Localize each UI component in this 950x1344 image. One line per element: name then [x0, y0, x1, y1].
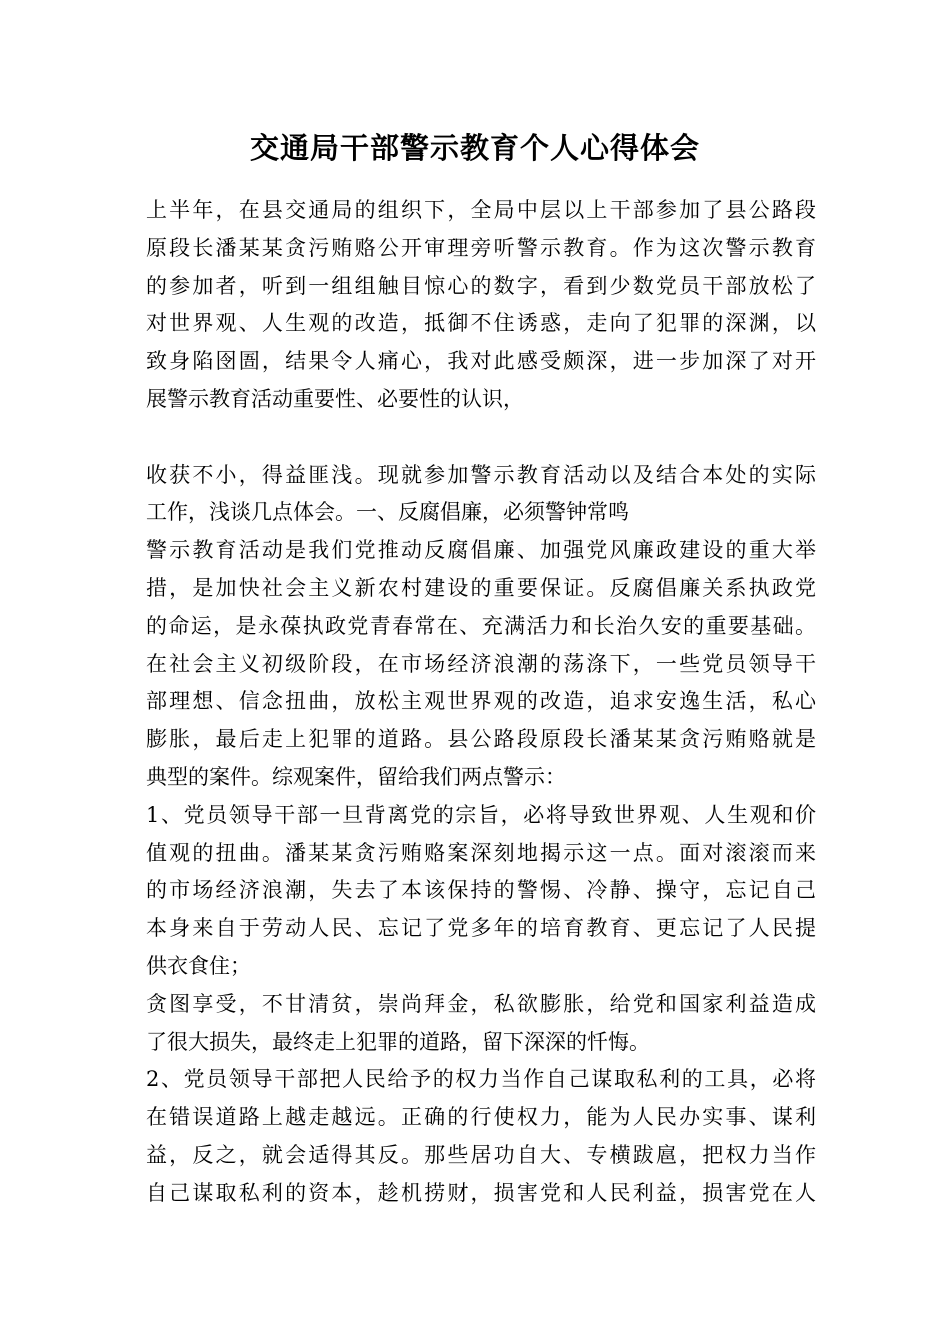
document-title: 交通局干部警示教育个人心得体会 [249, 131, 700, 165]
text-line: 的市场经济浪潮，失去了本该保持的警惕、冷静、操守，忘记自己 [146, 878, 816, 903]
text-line: 措，是加快社会主义新农村建设的重要保证。反腐倡廉关系执政党 [146, 575, 816, 600]
text-line: 典型的案件。综观案件，留给我们两点警示： [146, 764, 566, 789]
text-line: 贪图享受，不甘清贫，崇尚拜金，私欲膨胀，给党和国家利益造成 [146, 991, 816, 1016]
text-line: 在错误道路上越走越远。正确的行使权力，能为人民办实事、谋利 [146, 1105, 816, 1130]
text-line: 部理想、信念扭曲，放松主观世界观的改造，追求安逸生活，私心 [146, 689, 816, 714]
text-line: 的命运，是永葆执政党青春常在、充满活力和长治久安的重要基础。 [146, 613, 816, 638]
text-line: 1、党员领导干部一旦背离党的宗旨，必将导致世界观、人生观和价 [146, 802, 816, 827]
text-line: 益，反之，就会适得其反。那些居功自大、专横跋扈，把权力当作 [146, 1142, 816, 1167]
text-line: 本身来自于劳动人民、忘记了党多年的培育教育、更忘记了人民提 [146, 916, 816, 941]
text-line: 收获不小，得益匪浅。现就参加警示教育活动以及结合本处的实际 [146, 462, 816, 487]
text-line: 值观的扭曲。潘某某贪污贿赂案深刻地揭示这一点。面对滚滚而来 [146, 840, 816, 865]
text-line: 了很大损失，最终走上犯罪的道路，留下深深的忏悔。 [146, 1029, 650, 1054]
text-line: 致身陷囹圄，结果令人痛心，我对此感受颇深，进一步加深了对开 [146, 349, 816, 374]
paragraph-gap [146, 419, 816, 457]
text-line: 膨胀，最后走上犯罪的道路。县公路段原段长潘某某贪污贿赂就是 [146, 727, 816, 752]
text-line: 工作，浅谈几点体会。一、反腐倡廉，必须警钟常鸣 [146, 500, 629, 525]
text-line: 上半年，在县交通局的组织下，全局中层以上干部参加了县公路段 [146, 198, 816, 222]
text-line: 供衣食住； [146, 953, 251, 978]
text-line: 展警示教育活动重要性、必要性的认识， [146, 386, 524, 411]
text-line: 自己谋取私利的资本，趁机捞财，损害党和人民利益，损害党在人 [146, 1180, 816, 1205]
text-line: 原段长潘某某贪污贿赂公开审理旁听警示教育。作为这次警示教育 [146, 235, 816, 260]
text-line: 2、党员领导干部把人民给予的权力当作自己谋取私利的工具，必将 [146, 1067, 816, 1092]
text-line: 在社会主义初级阶段，在市场经济浪潮的荡涤下，一些党员领导干 [146, 651, 816, 676]
text-line: 对世界观、人生观的改造，抵御不住诱惑，走向了犯罪的深渊，以 [146, 311, 816, 336]
document-body [146, 192, 816, 1213]
text-line: 的参加者，听到一组组触目惊心的数字，看到少数党员干部放松了 [146, 273, 816, 298]
text-line: 警示教育活动是我们党推动反腐倡廉、加强党风廉政建设的重大举 [146, 538, 816, 563]
